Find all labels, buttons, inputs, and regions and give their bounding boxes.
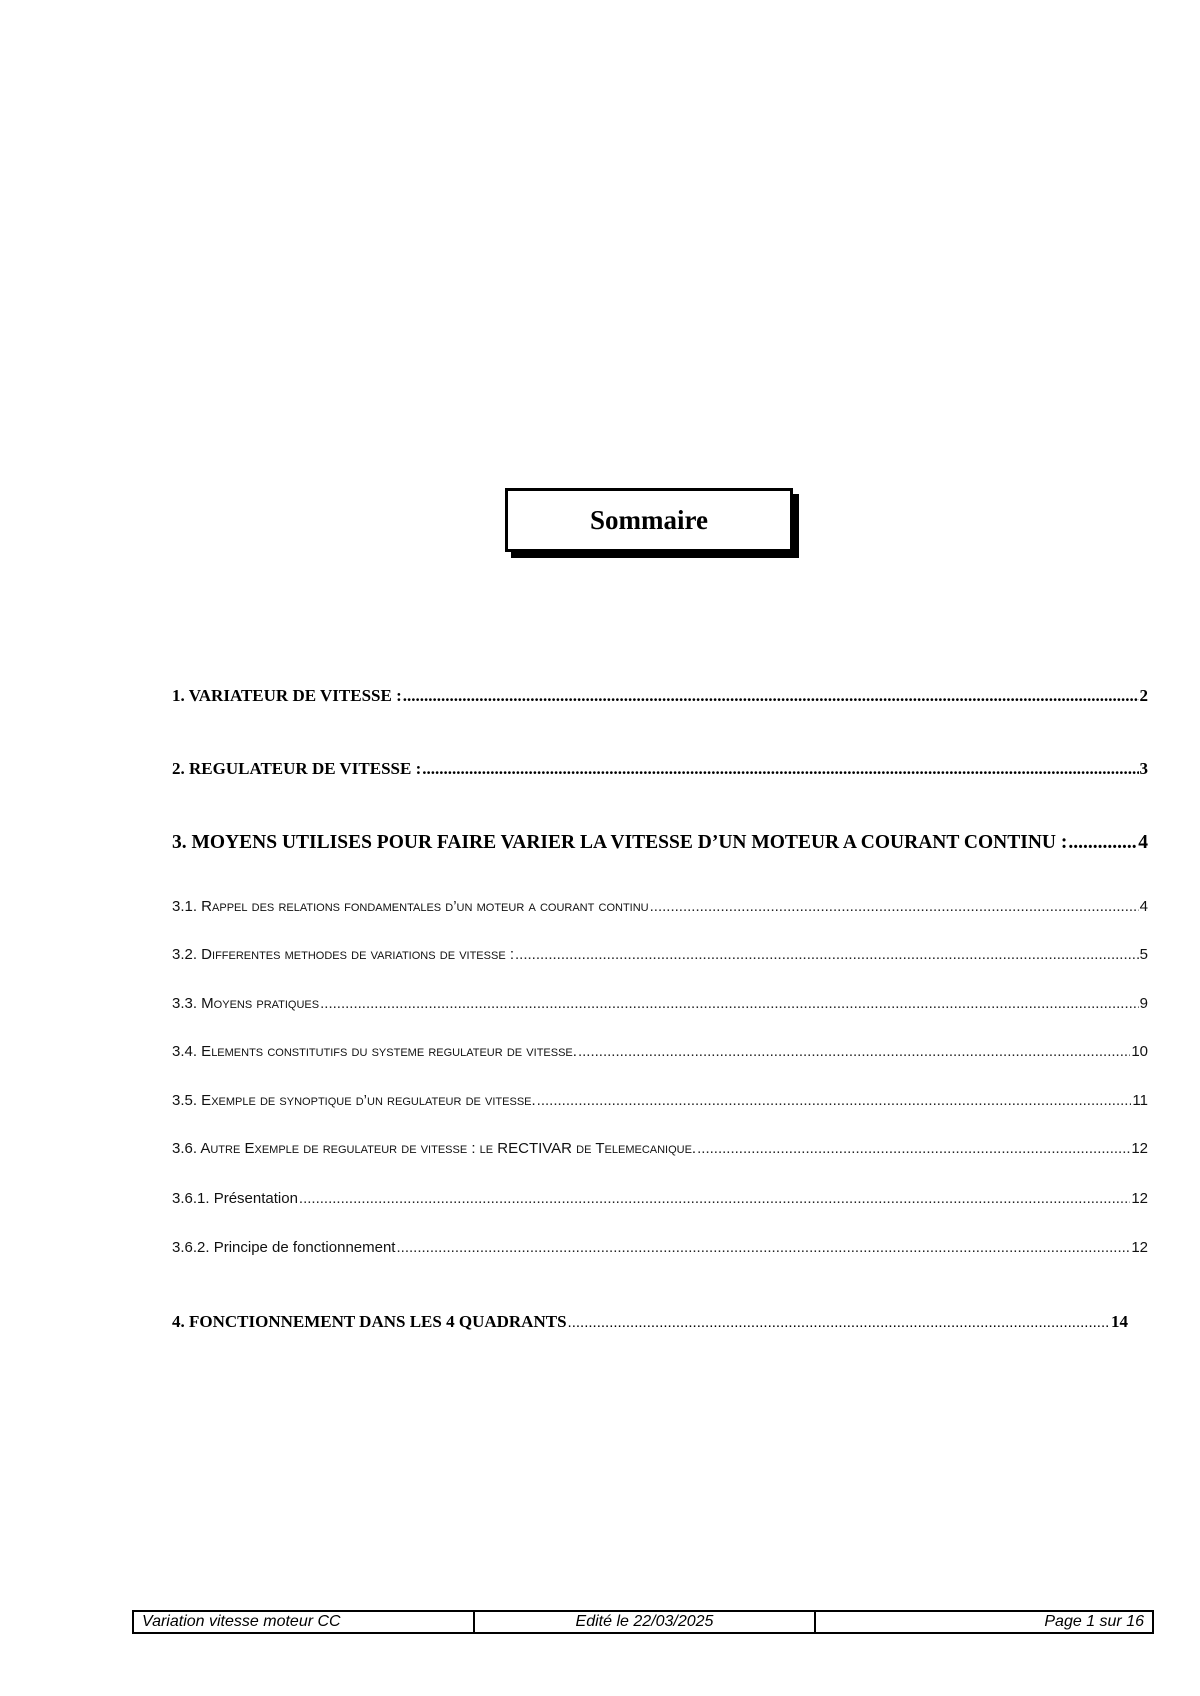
- toc-entry-3-6[interactable]: [172, 1140, 1148, 1157]
- footer-edit-date: Edité le 22/03/2025: [475, 1612, 816, 1632]
- toc-entry-label: 3.5. Exemple de synoptique d’un regulateur de vitesse.: [172, 1092, 536, 1109]
- toc-entry-3-3[interactable]: [172, 995, 1148, 1012]
- toc-entry-3-4[interactable]: [172, 1043, 1148, 1060]
- toc-entry-page: 2: [1139, 686, 1148, 705]
- toc-dot-leader: [568, 1314, 1110, 1331]
- toc-entry-label: 3.3. Moyens pratiques: [172, 995, 320, 1012]
- toc-dot-leader: [578, 1043, 1130, 1060]
- toc-entry-3[interactable]: [172, 832, 1148, 854]
- toc-entry-3-5[interactable]: [172, 1092, 1148, 1109]
- toc-entry-label: 3.6.1. Présentation: [172, 1190, 298, 1207]
- toc-entry-page: 11: [1132, 1092, 1148, 1109]
- toc-dot-leader: [320, 995, 1139, 1012]
- toc-dot-leader: [396, 1239, 1130, 1256]
- toc-dot-leader: [422, 759, 1138, 779]
- toc-entry-label: 3. MOYENS UTILISES POUR FAIRE VARIER LA VITESSE D’UN MOTEUR A COURANT CONTINU :: [172, 832, 1068, 853]
- toc-entry-page: 5: [1139, 946, 1148, 963]
- toc-entry-label: 4. FONCTIONNEMENT DANS LES 4 QUADRANTS: [172, 1312, 567, 1331]
- footer-document-title: Variation vitesse moteur CC: [134, 1612, 475, 1632]
- summary-title-box: [505, 488, 793, 552]
- toc-entry-page: 12: [1131, 1190, 1148, 1207]
- toc-entry-page: 9: [1139, 995, 1148, 1012]
- toc-entry-label: 1. VARIATEUR DE VITESSE :: [172, 686, 402, 705]
- toc-dot-leader: [650, 898, 1139, 915]
- toc-entry-label: 3.6. Autre Exemple de regulateur de vitesse : le RECTIVAR de Telemecanique.: [172, 1140, 697, 1157]
- toc-entry-label: 3.2. Differentes methodes de variations de vitesse :: [172, 946, 514, 963]
- toc-dot-leader: [299, 1190, 1130, 1207]
- toc-entry-3-2[interactable]: [172, 946, 1148, 963]
- page-footer: [132, 1610, 1154, 1634]
- summary-title: Sommaire: [590, 504, 708, 535]
- toc-entry-3-6-2[interactable]: [172, 1239, 1148, 1256]
- toc-entry-3-1[interactable]: [172, 898, 1148, 915]
- footer-page-number: Page 1 sur 16: [1044, 1613, 1144, 1630]
- toc-dot-leader: [1068, 832, 1137, 854]
- toc-dot-leader: [403, 686, 1139, 706]
- toc-entry-2[interactable]: [172, 759, 1148, 779]
- toc-entry-page: 4: [1139, 898, 1148, 915]
- toc-entry-page: 4: [1138, 832, 1148, 853]
- toc-dot-leader: [515, 946, 1139, 963]
- toc-entry-page: 3: [1139, 759, 1148, 778]
- toc-entry-3-6-1[interactable]: [172, 1190, 1148, 1207]
- toc-dot-leader: [697, 1140, 1130, 1157]
- toc-entry-page: 12: [1131, 1239, 1148, 1256]
- toc-entry-4[interactable]: [172, 1312, 1128, 1332]
- toc-entry-label: 3.1. Rappel des relations fondamentales d’un moteur a courant continu: [172, 898, 649, 915]
- toc-entry-1[interactable]: [172, 686, 1148, 706]
- toc-entry-label: 2. REGULATEUR DE VITESSE :: [172, 759, 422, 778]
- toc-entry-page: 12: [1131, 1140, 1148, 1157]
- toc-entry-page: 10: [1131, 1043, 1148, 1060]
- toc-entry-page: 14: [1111, 1312, 1128, 1331]
- toc-entry-label: 3.4. Elements constitutifs du systeme regulateur de vitesse.: [172, 1043, 577, 1060]
- toc-entry-label: 3.6.2. Principe de fonctionnement: [172, 1239, 396, 1256]
- toc-dot-leader: [537, 1092, 1132, 1109]
